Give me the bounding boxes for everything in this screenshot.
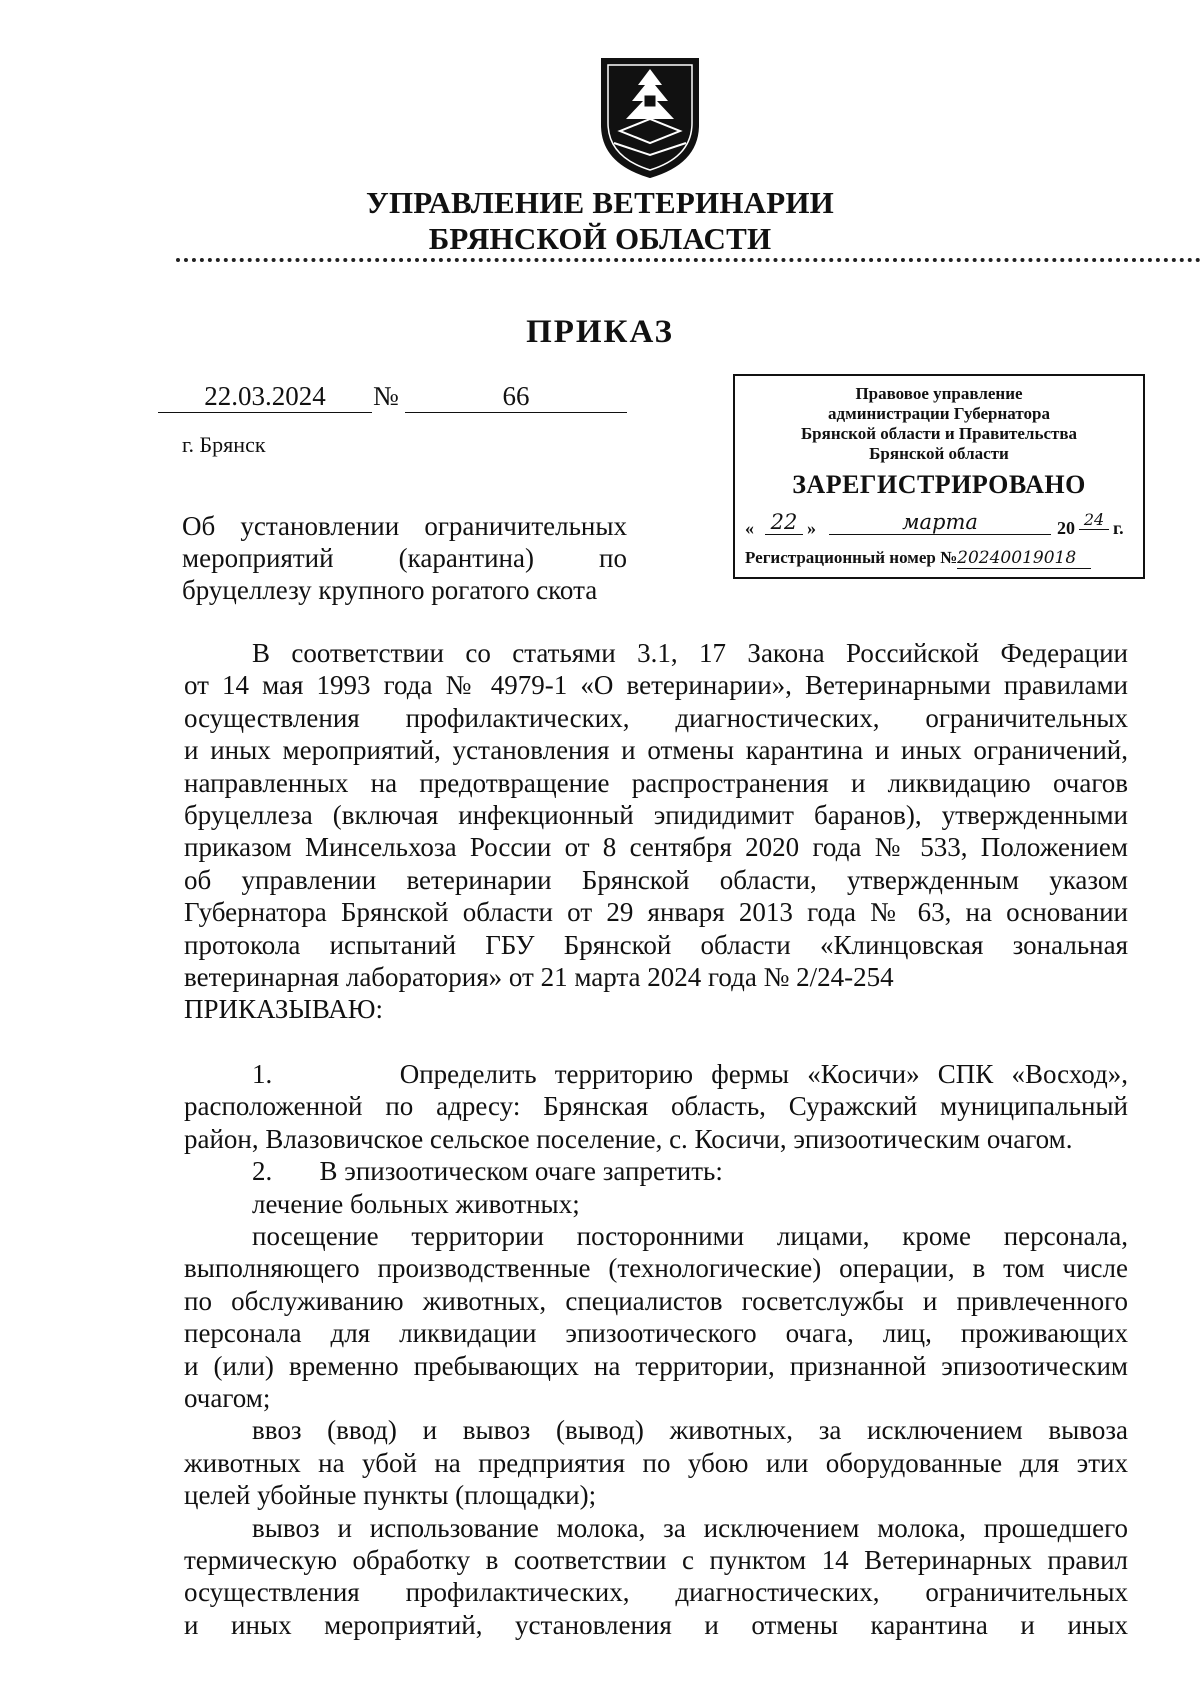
stamp-date-day: 22 (765, 510, 803, 535)
order-number: 66 (405, 381, 627, 413)
item-2-b (184, 1220, 1128, 1414)
order-number-sign: № (373, 381, 399, 411)
stamp-date-year-suffix: 24 (1079, 510, 1109, 530)
text-line: термическую обработку в соответствии с пунктом 14 Ветеринарных правил (184, 1544, 1128, 1575)
text-line: персонала для ликвидации эпизоотического очага, лиц, проживающих (184, 1318, 1128, 1349)
text-line: целей убойные пункты (площадки); (184, 1480, 597, 1511)
subject-line: Об установлении ограничительных (182, 511, 627, 541)
text-line: приказом Минсельхоза России от 8 сентября 2020 года № 533, Положением (184, 832, 1128, 863)
stamp-line: администрации Губернатора (828, 404, 1050, 423)
text-line: от 14 мая 1993 года № 4979-1 «О ветеринарии», Ветеринарными правилами (184, 670, 1128, 701)
order-subject (182, 510, 627, 606)
subject-line: бруцеллезу крупного рогатого скота (182, 575, 598, 605)
registration-stamp (733, 374, 1145, 579)
text-line: 1. Определить территорию фермы «Косичи» СПК «Восход», (252, 1058, 1128, 1089)
text-line: и иных мероприятий, установления и отмены карантина и иных ограничений, (184, 735, 1128, 766)
item-2-a: лечение больных животных; (252, 1188, 580, 1219)
text-line: выполняющего производственные (технологические) операции, в том числе (184, 1253, 1128, 1284)
text-line: животных на убой на предприятия по убою или оборудованные для этих (184, 1447, 1128, 1478)
stamp-date-year-prefix: 20 (1057, 518, 1075, 538)
subject-line: мероприятий (карантина) по (182, 543, 627, 573)
text-line: и иных мероприятий, установления и отмены карантина и иных (184, 1609, 1128, 1640)
text-line: протокола испытаний ГБУ Брянской области «Клинцовская зональная (184, 929, 1128, 960)
text-line: ветеринарная лаборатория» от 21 марта 2024 года № 2/24-254 (184, 962, 894, 993)
text-line: посещение территории посторонними лицами, кроме персонала, (252, 1220, 1128, 1251)
order-city: г. Брянск (182, 432, 266, 457)
stamp-date (745, 510, 1140, 544)
stamp-reg-number: 20240019018 (957, 548, 1091, 569)
text-line: вывоз и использование молока, за исключением молока, прошедшего (252, 1512, 1128, 1543)
order-word: ПРИКАЗЫВАЮ: (184, 994, 383, 1025)
text-line: район, Влазовичское сельское поселение, с. Косичи, эпизоотическим очагом. (184, 1123, 1073, 1154)
order-body (184, 637, 1128, 1641)
coat-of-arms-icon (598, 55, 702, 180)
text-line: ввоз (ввод) и вывоз (вывод) животных, за исключением вывоза (252, 1415, 1128, 1446)
document-title: ПРИКАЗ (526, 314, 674, 350)
text-line: очагом; (184, 1382, 271, 1413)
text-line: бруцеллеза (включая инфекционный эпидидимит баранов), утвержденными (184, 800, 1128, 831)
preamble (184, 637, 1128, 993)
text-line: направленных на предотвращение распространения и ликвидацию очагов (184, 767, 1128, 798)
text-line: осуществления профилактических, диагностических, ограничительных (184, 1577, 1128, 1608)
text-line: В соответствии со статьями 3.1, 17 Закона Российской Федерации (252, 638, 1128, 668)
stamp-line: Брянской области (869, 444, 1009, 463)
item-1 (184, 1058, 1128, 1155)
text-line: по обслуживанию животных, специалистов госветслужбы и привлеченного (184, 1285, 1128, 1316)
org-name-line1: УПРАВЛЕНИЕ ВЕТЕРИНАРИИ (366, 185, 834, 220)
text-line: осуществления профилактических, диагностических, ограничительных (184, 702, 1128, 733)
item-2-heading: 2. В эпизоотическом очаге запретить: (252, 1156, 723, 1187)
stamp-reg-label: Регистрационный номер № (745, 548, 958, 567)
stamp-date-month: марта (829, 510, 1051, 535)
stamp-line: Правовое управление (855, 384, 1023, 403)
text-line: и (или) временно пребывающих на территории, признанной эпизоотическим (184, 1350, 1128, 1381)
stamp-registration (745, 548, 1140, 569)
spacer (184, 1026, 1128, 1058)
text-line: об управлении ветеринарии Брянской области, утвержденным указом (184, 864, 1128, 895)
header-dotted-divider (176, 258, 1200, 262)
item-2-c (184, 1414, 1128, 1511)
text-line: расположенной по адресу: Брянская область, Суражский муниципальный (184, 1091, 1128, 1122)
item-2-d (184, 1512, 1128, 1642)
stamp-date-close-quote: » (807, 518, 816, 538)
org-name-line2: БРЯНСКОЙ ОБЛАСТИ (428, 221, 772, 256)
order-date: 22.03.2024 (158, 381, 372, 413)
text-line: Губернатора Брянской области от 29 января 2013 года № 63, на основании (184, 897, 1128, 928)
stamp-date-open-quote: « (745, 518, 754, 538)
stamp-status: ЗАРЕГИСТРИРОВАНО (792, 470, 1086, 499)
stamp-line: Брянской области и Правительства (800, 424, 1078, 443)
stamp-date-year-unit: г. (1113, 518, 1124, 538)
